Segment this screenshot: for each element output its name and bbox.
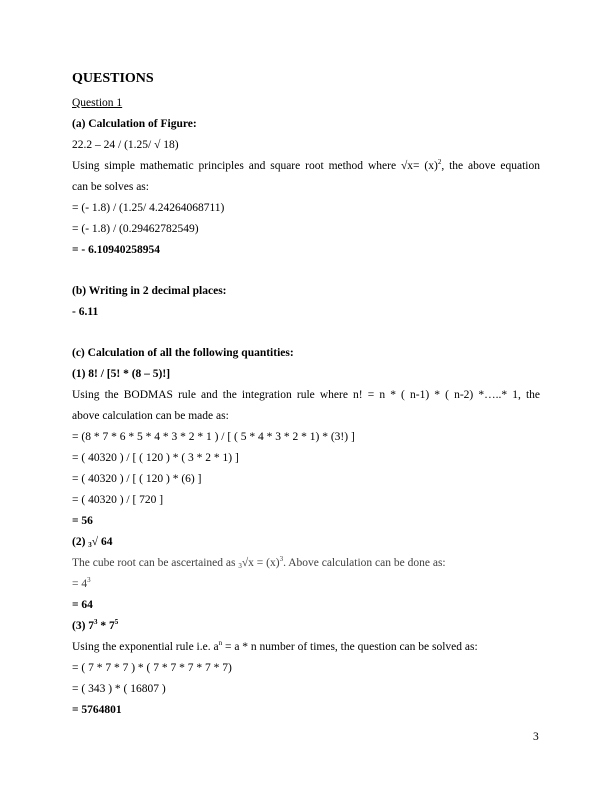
- question-label: Question 1: [72, 97, 123, 109]
- part-a-result: = - 6.10940258954: [72, 244, 161, 256]
- part-c2-intro: The cube root can be ascertained as $_3√x = (x)^3$. Above calculation can be done as:: [72, 555, 446, 570]
- part-c3-step1: = ( 7 * 7 * 7 ) * ( 7 * 7 * 7 * 7 * 7): [72, 662, 232, 674]
- part-c2-step1: = $4^3$: [72, 576, 91, 590]
- part-a-title: (a) Calculation of Figure:: [72, 118, 197, 130]
- part-a-expression: 22.2 – 24 / (1.25/ √ 18): [72, 139, 179, 151]
- part-c1-step1: = (8 * 7 * 6 * 5 * 4 * 3 * 2 * 1 ) / [ ( 5 * 4 * 3 * 2 * 1) * (3!) ]: [72, 431, 355, 443]
- part-c3-step2: = ( 343 ) * ( 16807 ): [72, 683, 166, 695]
- part-c1-intro-line2: above calculation can be made as:: [72, 410, 229, 422]
- part-c3-result: = 5764801: [72, 704, 122, 716]
- part-c1-step3: = ( 40320 ) / [ ( 120 ) * (6) ]: [72, 473, 202, 485]
- part-a-step2: = (- 1.8) / (0.29462782549): [72, 223, 199, 235]
- part-c3-title: (3) $7^3 * 7^5$: [72, 618, 119, 632]
- part-c1-result: = 56: [72, 515, 93, 527]
- part-c2-title: (2) $_3$√ 64: [72, 536, 113, 549]
- part-b-result: - 6.11: [72, 306, 99, 318]
- part-a-intro-line2: can be solves as:: [72, 181, 149, 193]
- section-heading: QUESTIONS: [72, 71, 154, 86]
- part-c3-intro: Using the exponential rule i.e. $a^n = a * n$ number of times, the question can be solved as:: [72, 639, 478, 653]
- part-c1-intro-line1: Using the BODMAS rule and the integration rule where n! = n * ( n-1) * ( n-2) *…..* 1, the: [72, 389, 540, 401]
- part-c1-step2: = ( 40320 ) / [ ( 120 ) * ( 3 * 2 * 1) ]: [72, 452, 239, 464]
- part-a-step1: = (- 1.8) / (1.25/ 4.24264068711): [72, 202, 225, 214]
- part-a-intro-line1: Using simple mathematic principles and square root method where $√x= (x)^2$, the above equation: [72, 158, 540, 172]
- part-c1-title: (1) 8! / [5! * (8 – 5)!]: [72, 368, 171, 380]
- part-c-title: (c) Calculation of all the following quantities:: [72, 347, 294, 359]
- page-number: 3: [533, 731, 539, 743]
- part-b-title: (b) Writing in 2 decimal places:: [72, 285, 227, 297]
- part-c1-step4: = ( 40320 ) / [ 720 ]: [72, 494, 164, 506]
- part-c2-result: = 64: [72, 599, 93, 611]
